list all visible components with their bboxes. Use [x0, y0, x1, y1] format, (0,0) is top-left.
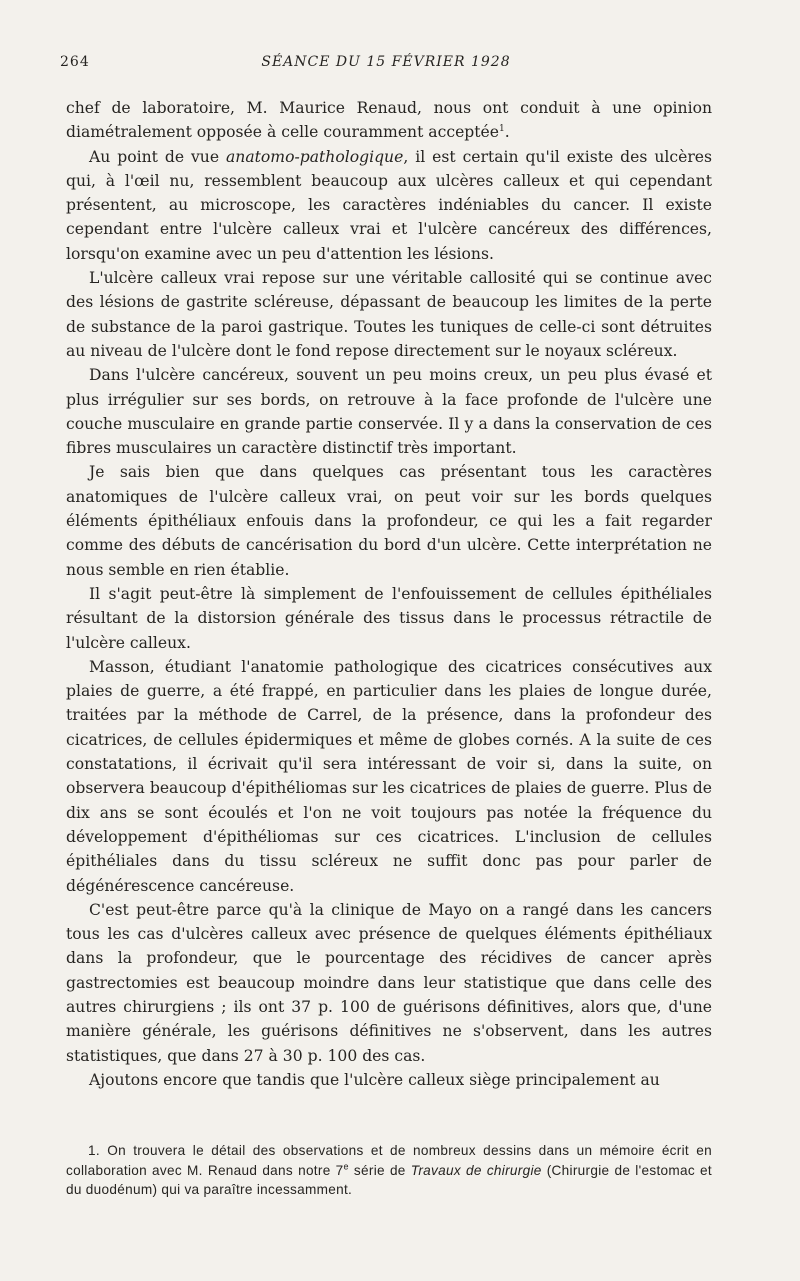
- body-text: [66, 96, 712, 1092]
- paragraph-1: chef de laboratoire, M. Maurice Renaud, nous ont conduit à une opinion diamétralement opposée à celle couramment acceptée$^1$.: [66, 99, 712, 142]
- footnote-1: 1. On trouvera le détail des observations et de nombreux dessins dans un mémoire écrit en collaboration avec M. Renaud dans notre 7e série de Travaux de chirurgie (Chirurgie de l'estomac et du duodénum) qui va paraître incessamment.: [66, 1143, 712, 1197]
- running-header: [60, 54, 712, 78]
- footnote-italic: Travaux de chirurgie: [410, 1162, 542, 1178]
- paragraph-3: L'ulcère calleux vrai repose sur une véritable callosité qui se continue avec des lésions de gastrite scléreuse, dépassant de beaucoup les limites de la perte de substance de la paroi gastrique. Toutes les tuniques de celle-ci sont détruites au niveau de l'ulcère dont le fond repose directement sur le noyaux scléreux.: [66, 269, 712, 360]
- paragraph-6: Il s'agit peut-être là simplement de l'enfouissement de cellules épithéliales résultant de la distorsion générale des tissus dans le processus rétractile de l'ulcère calleux.: [66, 584, 712, 652]
- running-title: SÉANCE DU 15 FÉVRIER 1928: [261, 54, 511, 70]
- paragraph-2: Au point de vue anatomo-pathologique, il est certain qu'il existe des ulcères qui, à l'œil nu, ressemblent beaucoup aux ulcères calleux et qui cependant présentent, au microscope, les caractères indéniables du cancer. Il existe cependant entre l'ulcère calleux vrai et l'ulcère cancéreux des différences, lorsqu'on examine avec un peu d'attention les lésions.: [66, 147, 712, 263]
- footnote: [66, 1141, 712, 1200]
- paragraph-9: Ajoutons encore que tandis que l'ulcère calleux siège principalement au: [89, 1070, 660, 1089]
- page-number: 264: [60, 54, 90, 70]
- italic-term: anatomo-pathologique: [226, 147, 404, 166]
- paragraph-7: Masson, étudiant l'anatomie pathologique des cicatrices consécutives aux plaies de guerre, a été frappé, en particulier dans les plaies de longue durée, traitées par la méthode de Carrel, de la présence, dans la profondeur des cicatrices, de cellules épidermiques et même de globes cornés. A la suite de ces constatations, il écrivait qu'il sera intéressant de voir si, dans la suite, on observera beaucoup d'épithéliomas sur les cicatrices de plaies de guerre. Plus de dix ans se sont écoulés et l'on ne voit toujours pas notée la fréquence du développement d'épithéliomas sur ces cicatrices. L'inclusion de cellules épithéliales dans du tissu scléreux ne suffit donc pas pour parler de dégénérescence cancéreuse.: [66, 657, 712, 895]
- footnote-marker: 1: [499, 124, 505, 135]
- paragraph-5: Je sais bien que dans quelques cas présentant tous les caractères anatomiques de l'ulcère calleux vrai, on peut voir sur les bords quelques éléments épithéliaux enfouis dans la profondeur, ce qui les a fait regarder comme des débuts de cancérisation du bord d'un ulcère. Cette interprétation ne nous semble en rien établie.: [66, 463, 712, 579]
- paragraph-8: C'est peut-être parce qu'à la clinique de Mayo on a rangé dans les cancers tous les cas d'ulcères calleux avec présence de quelques éléments épithéliaux dans la profondeur, que le pourcentage des récidives de cancer après gastrectomies est beaucoup moindre dans leur statistique que dans celle des autres chirurgiens ; ils ont 37 p. 100 de guérisons définitives, alors que, d'une manière générale, les guérisons définitives ne s'observent, dans les autres statistiques, que dans 27 à 30 p. 100 des cas.: [66, 900, 712, 1065]
- paragraph-4: Dans l'ulcère cancéreux, souvent un peu moins creux, un peu plus évasé et plus irrégulier sur ses bords, on retrouve à la face profonde de l'ulcère une couche musculaire en grande partie conservée. Il y a dans la conservation de ces fibres musculaires un caractère distinctif très important.: [66, 366, 712, 458]
